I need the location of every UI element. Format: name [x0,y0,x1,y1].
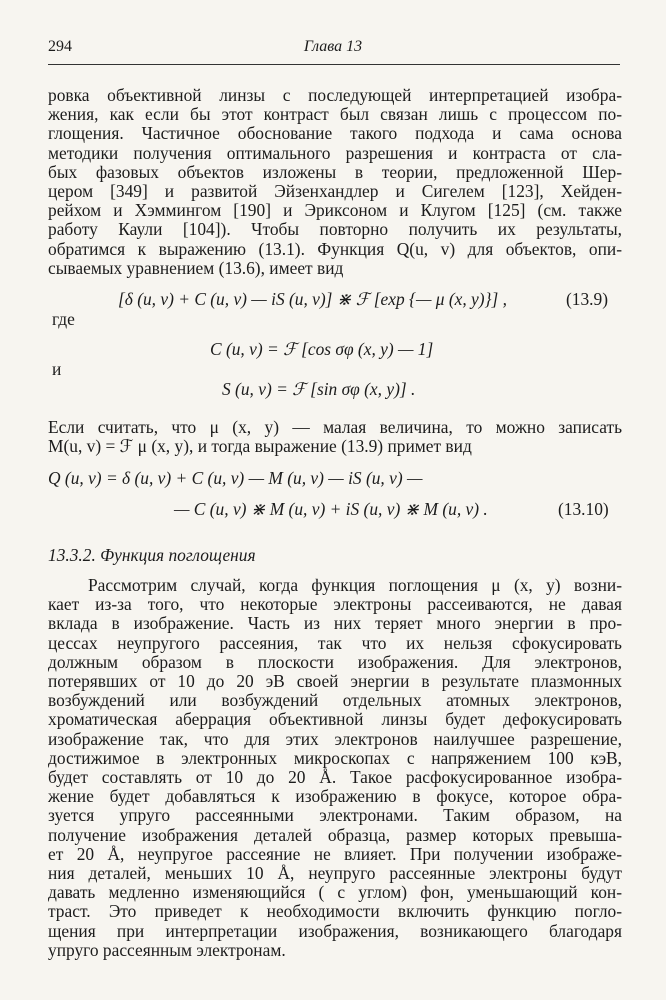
text-line: сываемых уравнением (13.6), имеет вид [48,257,344,278]
word-and: и [52,359,62,379]
text-line: ет 20 Å, неупругое рассеяние не влияет. При получении изображе- [48,843,622,864]
text-line: Если считать, что μ (x, y) — малая величина, то можно записать [48,417,622,437]
text-line: потерявших от 10 до 20 эВ своей энергии в результате плазмонных [48,671,622,692]
text-line: давать медленно изменяющийся ( с углом) фон, уменьшающий кон- [48,882,622,903]
page-number: 294 [48,38,72,55]
text-line: методики получения оптимального разрешения и контраста от сла- [48,142,622,163]
text-line: получение изображения деталей образца, размер которых превыша- [48,824,622,845]
text-line: должным образом в плоскости изображения. Для электронов, [48,651,622,672]
text-line: цером [349] и развитой Эйзенхандлер и Сигелем [123], Хейден- [48,181,622,202]
text-line: зуется упруго рассеянными электронами. Таким образом, на [48,805,622,826]
text-line: жения, как если бы этот контраст был связан лишь с процессом по- [48,104,622,125]
paragraph-2 [48,418,622,456]
text-line: рейхом и Хэммингом [190] и Эриксоном и Клугом [125] (см. также [48,200,622,221]
equation-13-10-line-1: Q (u, v) = δ (u, v) + C (u, v) — M (u, v) — iS (u, v) — [48,468,423,488]
equation-number: (13.9) [566,289,609,309]
equation-s: S (u, v) = ℱ [sin σφ (x, y)] . [222,379,416,399]
equation-13-10-line-2: — C (u, v) ⋇ M (u, v) + iS (u, v) ⋇ M (u, v) . [174,499,488,519]
equation-c: C (u, v) = ℱ [cos σφ (x, y) — 1] [210,339,434,359]
text-line: вклада в изображение. Часть из них теряет много энергии в про- [48,613,622,634]
equation-13-9: [δ (u, v) + C (u, v) — iS (u, v)] ⋇ ℱ [exp {— μ (x, y)}] , [118,289,507,309]
text-line: ровка объективной линзы с последующей интерпретацией изобра- [48,85,622,105]
section-heading: 13.3.2. Функция поглощения [48,545,256,565]
text-line: щения при интерпретации изображения, возникающего благодаря [48,920,622,941]
chapter-title: Глава 13 [303,38,363,55]
text-line: ния деталей, меньших 10 Å, неупруго рассеянные электроны будут [48,863,622,884]
page-header [48,38,618,60]
text-line: работу Каули [104]). Чтобы повторно получить их результаты, [48,219,622,240]
equation-number: (13.10) [558,499,609,519]
text-line: Рассмотрим случай, когда функция поглощения μ (x, y) возни- [88,575,622,595]
text-line: кает из-за того, что некоторые электроны рассеиваются, не давая [48,594,622,615]
text-line: глощения. Частичное обоснование такого подхода и сама основа [48,123,622,144]
text-line: M(u, v) = ℱ μ (x, y), и тогда выражение (13.9) примет вид [48,436,472,457]
text-line: будет составлять от 10 до 20 Å. Такое расфокусированное изобра- [48,767,622,788]
text-line: изображение так, что для этих электронов наилучшее разрешение, [48,728,622,749]
text-line: достижимое в электронных микроскопах с напряжением 100 кэВ, [48,747,622,768]
text-line: цессах неупругого рассеяния, так что их нельзя сфокусировать [48,632,622,653]
text-line: бых фазовых объектов изложены в теории, предложенной Шер- [48,161,622,182]
text-line: обратимся к выражению (13.1). Функция Q(u, v) для объектов, опи- [48,238,622,259]
text-line: траст. Это приведет к необходимости включить функцию погло- [48,901,622,922]
text-line: жение будет добавляться к изображению в фокусе, которое обра- [48,786,622,807]
text-line: хроматическая аберрация объективной линзы будет дефокусировать [48,709,622,730]
word-where: где [52,309,75,329]
text-line: возбуждений или возбуждений отдельных атомных электронов, [48,690,622,711]
paragraph-1 [48,86,622,278]
text-line: упруго рассеянным электронам. [48,939,286,960]
header-rule [48,64,620,65]
paragraph-3 [48,576,622,960]
